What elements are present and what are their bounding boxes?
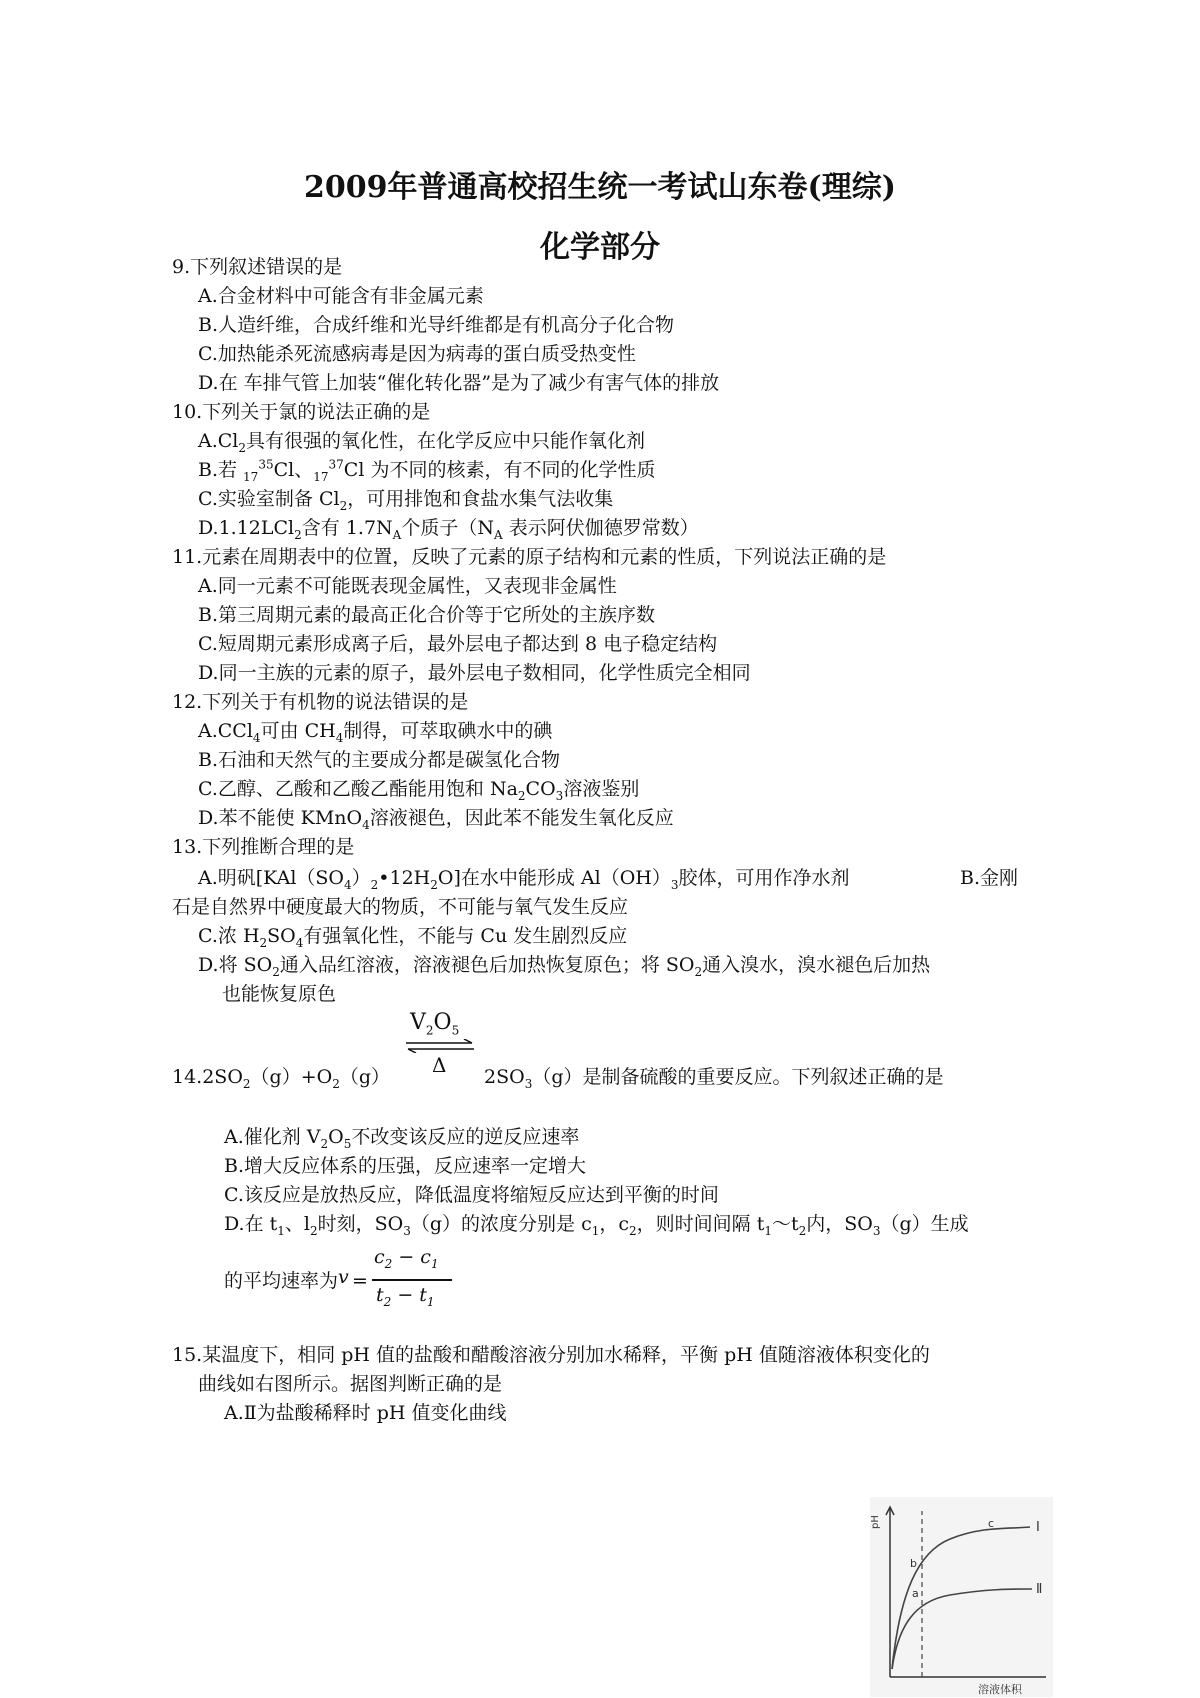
q12-option-c: C.乙醇、乙酸和乙酸乙酯能用饱和 $Na_2CO_3$溶液鉴别	[198, 778, 640, 803]
q13-option-c: C.浓 $H_2SO_4$有强氧化性，不能与 Cu 发生剧烈反应	[198, 925, 628, 950]
ph-dilution-figure	[870, 1497, 1053, 1697]
y-axis-label: pH	[870, 1515, 881, 1529]
page-subtitle: 化学部分	[540, 230, 660, 265]
q14-stem-products: $2SO_3(g)$是制备硫酸的重要反应。下列叙述正确的是	[484, 1066, 944, 1091]
formula-denominator: $t_2 - t_1$	[376, 1284, 435, 1309]
point-b-label: b	[910, 1557, 917, 1570]
q9-option-d: D.在 车排气管上加装“催化转化器”是为了减少有害气体的排放	[198, 372, 720, 394]
point-a-label: a	[912, 1587, 919, 1600]
q9-option-c: C.加热能杀死流感病毒是因为病毒的蛋白质受热变性	[198, 343, 636, 365]
formula-numerator: $c_2 - c_1$	[374, 1246, 439, 1271]
x-axis-label: 溶液体积	[978, 1683, 1022, 1696]
q12-stem: 12.下列关于有机物的说法错误的是	[172, 691, 469, 713]
q14-stem-reactants: $14.2SO_2(g)+O_2(g)$	[172, 1066, 391, 1091]
q13-option-b-tail: 石是自然界中硬度最大的物质，不可能与氧气发生反应	[172, 896, 629, 918]
q13-option-d-cont: 也能恢复原色	[222, 983, 337, 1005]
q11-option-a: A.同一元素不可能既表现金属性，又表现非金属性	[198, 575, 617, 597]
q11-option-b: B.第三周期元素的最高正化合价等于它所处的主族序数	[198, 604, 656, 626]
formula-v: v	[338, 1266, 349, 1288]
q10-stem: 10.下列关于氯的说法正确的是	[172, 401, 431, 423]
equilibrium-arrow-icon	[404, 1039, 476, 1053]
q15-stem-cont: 曲线如右图所示。据图判断正确的是	[198, 1373, 503, 1395]
curve-i-label: Ⅰ	[1036, 1520, 1040, 1535]
q14-option-c: C.该反应是放热反应，降低温度将缩短反应达到平衡的时间	[224, 1184, 719, 1206]
page-title: 2009年普通高校招生统一考试山东卷(理综)	[304, 170, 896, 205]
q14-option-d: D.在 $t_1$、$l_2$时刻，$SO_3(g)$的浓度分别是 $c_1$，$c_2$，则时间间隔 $t_1\sim t_2$内，$SO_3(g)$生成	[224, 1213, 969, 1238]
q15-stem: 15.某温度下，相同 pH 值的盐酸和醋酸溶液分别加水稀释，平衡 pH 值随溶液体积变化的	[172, 1344, 930, 1366]
q12-option-b: B.石油和天然气的主要成分都是碳氢化合物	[198, 749, 561, 771]
q14-option-d-cont: 的平均速率为	[224, 1270, 339, 1292]
q10-option-a: $A.Cl_2$具有很强的氧化性，在化学反应中只能作氧化剂	[198, 430, 646, 455]
q13-option-d: D.将 $SO_2$通入品红溶液，溶液褪色后加热恢复原色；将 $SO_2$通入溴水，溴水褪色后加热	[198, 954, 931, 979]
q15-option-a: A.Ⅱ为盐酸稀释时 pH 值变化曲线	[224, 1402, 507, 1424]
formula-equals: =	[352, 1270, 368, 1292]
q14-option-b: B.增大反应体系的压强，反应速率一定增大	[224, 1155, 587, 1177]
q10-option-b: B.若 $_{17}^{35}$Cl、$_{17}^{37}$Cl 为不同的核素，有不同的化学性质	[198, 457, 656, 484]
q11-stem: 11.元素在周期表中的位置，反映了元素的原子结构和元素的性质，下列说法正确的是	[172, 546, 887, 568]
curve-ii-label: Ⅱ	[1036, 1582, 1043, 1597]
point-c-label: c	[988, 1517, 995, 1530]
q10-option-c: C.实验室制备 $Cl_2$，可用排饱和食盐水集气法收集	[198, 488, 614, 513]
fraction-bar	[372, 1279, 452, 1281]
q11-option-d: D.同一主族的元素的原子，最外层电子数相同，化学性质完全相同	[198, 662, 751, 684]
q12-option-a: A.CCl$_4$可由 $CH_4$制得，可萃取碘水中的碘	[198, 720, 553, 745]
q13-option-a: A.明矾$[KAl(SO_4)_2•12H_2O]$在水中能形成 $Al(OH)_3$胶体，可用作净水剂	[198, 867, 850, 892]
q9-stem: 9.下列叙述错误的是	[172, 256, 343, 278]
q9-option-a: A.合金材料中可能含有非金属元素	[198, 285, 484, 307]
q13-stem: 13.下列推断合理的是	[172, 836, 355, 858]
q10-option-d: D.1.12LCl$_2$含有 $1.7N_A$个质子（$N_A$ 表示阿伏伽德罗常数）	[198, 517, 699, 542]
q14-condition: Δ	[432, 1053, 447, 1077]
q12-option-d: D.苯不能使 KMnO$_4$溶液褪色，因此苯不能发生氧化反应	[198, 807, 674, 832]
q11-option-c: C.短周期元素形成离子后，最外层电子都达到 8 电子稳定结构	[198, 633, 718, 655]
curve-ii	[892, 1589, 1032, 1669]
q14-option-a: A.催化剂 $V_2O_5$不改变该反应的逆反应速率	[224, 1126, 580, 1151]
q14-catalyst: $V_2O_5$	[410, 1010, 460, 1038]
q9-option-b: B.人造纤维，合成纤维和光导纤维都是有机高分子化合物	[198, 314, 675, 336]
q13-option-b-head: B.金刚	[960, 867, 1019, 889]
